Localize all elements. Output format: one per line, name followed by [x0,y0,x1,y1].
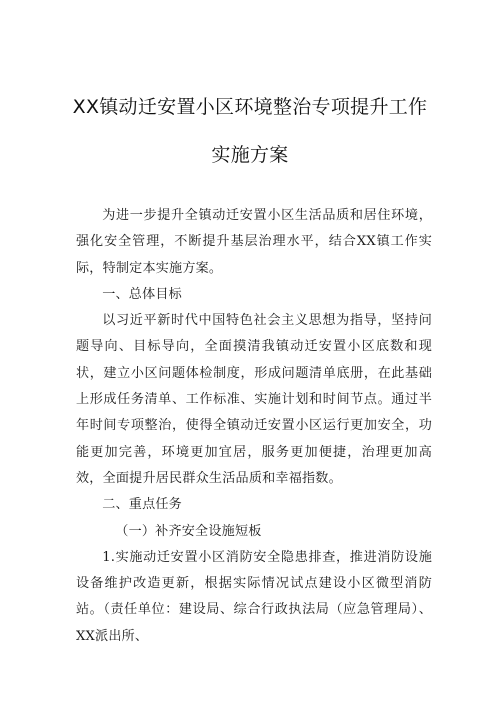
section-heading-key-tasks: 二、重点任务 [102,497,182,513]
document-body [76,203,432,650]
subsection-heading-safety-facilities: （一）补齐安全设施短板 [115,523,262,539]
section-heading-overall-goals: 一、总体目标 [102,286,182,302]
task-item-1: 1.实施动迁安置小区消防安全隐患排查，推进消防设施设备维护改造更新，根据实际情况试点建设小区微型消防站。（责任单位：建设局、综合行政执法局（应急管理局）、XX派出所、 [76,549,432,644]
document-title-line-2: 实施方案 [211,144,289,166]
intro-paragraph: 为进一步提升全镇动迁安置小区生活品质和居住环境，强化安全管理，不断提升基层治理水平，结合XX镇工作实际，特制定本实施方案。 [76,208,432,276]
document-title-line-1: XX镇动迁安置小区环境整治专项提升工作 [72,96,428,118]
overall-goals-paragraph: 以习近平新时代中国特色社会主义思想为指导，坚持问题导向、目标导向，全面摸清我镇动迁安置小区底数和现状，建立小区问题体检制度，形成问题清单底册，在此基础上形成任务清单、工作标准、实施计划和时间节点。通过半年时间专项整治，使得全镇动迁安置小区运行更加安全，功能更加完善，环境更加宜居，服务更加便捷，治理更加高效，全面提升居民群众生活品质和幸福指数。 [76,313,432,486]
